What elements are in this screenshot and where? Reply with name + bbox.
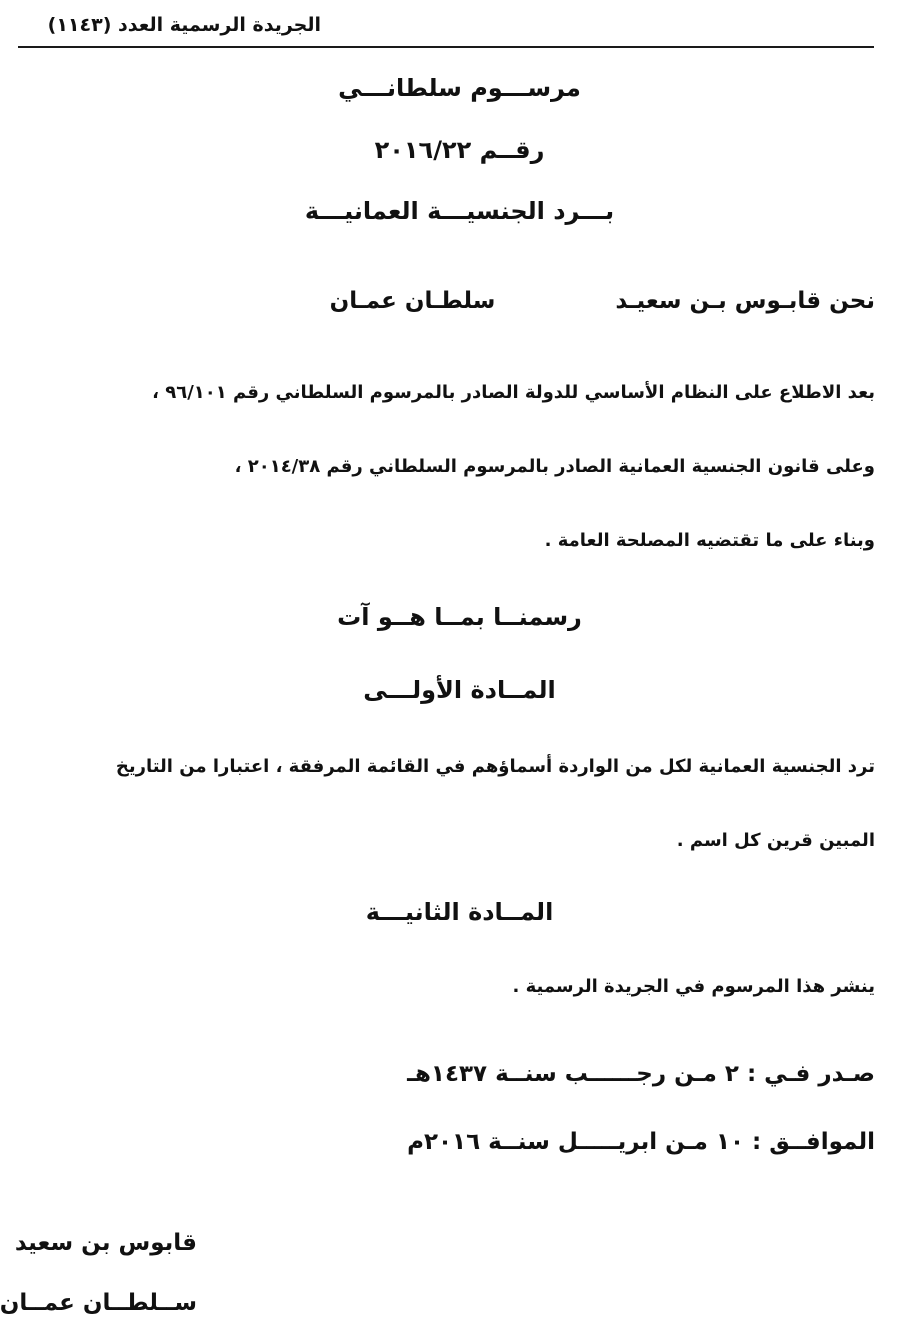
article-2-text: ينشر هذا المرسوم في الجريدة الرسمية . [512,976,875,997]
running-header: الجريدة الرسمية العدد (١١٤٣) [47,14,321,36]
sovereign-line [330,288,875,314]
header-divider [18,46,874,48]
preamble-line-1: بعد الاطلاع على النظام الأساسي للدولة الصادر بالمرسوم السلطاني رقم ٩٦/١٠١ ، [152,382,875,403]
article-1-line-2: المبين قرين كل اسم . [676,830,875,851]
article-1-line-1: ترد الجنسية العمانية لكل من الواردة أسماؤهم في القائمة المرفقة ، اعتبارا من التاريخ [115,756,875,777]
issued-gregorian-date: الموافــق : ١٠ مـن ابريـــــل سنــة ٢٠١٦م [407,1129,875,1155]
decree-subject: بـــرد الجنسيـــة العمانيـــة [304,197,615,225]
article-1-heading: المــادة الأولـــى [363,676,556,704]
preamble-line-3: وبناء على ما تقتضيه المصلحة العامة . [544,530,875,551]
signatory-title: ســلطــان عمــان [0,1290,197,1316]
decree-number: رقــم ٢٠١٦/٢٢ [374,136,545,164]
decreed-heading: رسمنــا بمــا هــو آت [337,603,582,631]
sovereign-name: نحن قابـوس بـن سعيـد [615,288,875,314]
issued-hijri-date: صـدر فـي : ٢ مـن رجــــــب سنــة ١٤٣٧هـ [407,1061,875,1087]
signatory-name: قابوس بن سعيد [14,1230,197,1256]
sovereign-title: سلطـان عمـان [329,288,496,314]
preamble-line-2: وعلى قانون الجنسية العمانية الصادر بالمرسوم السلطاني رقم ٢٠١٤/٣٨ ، [234,456,875,477]
decree-title: مرســـوم سلطانـــي [338,74,581,102]
article-2-heading: المــادة الثانيـــة [365,898,554,926]
